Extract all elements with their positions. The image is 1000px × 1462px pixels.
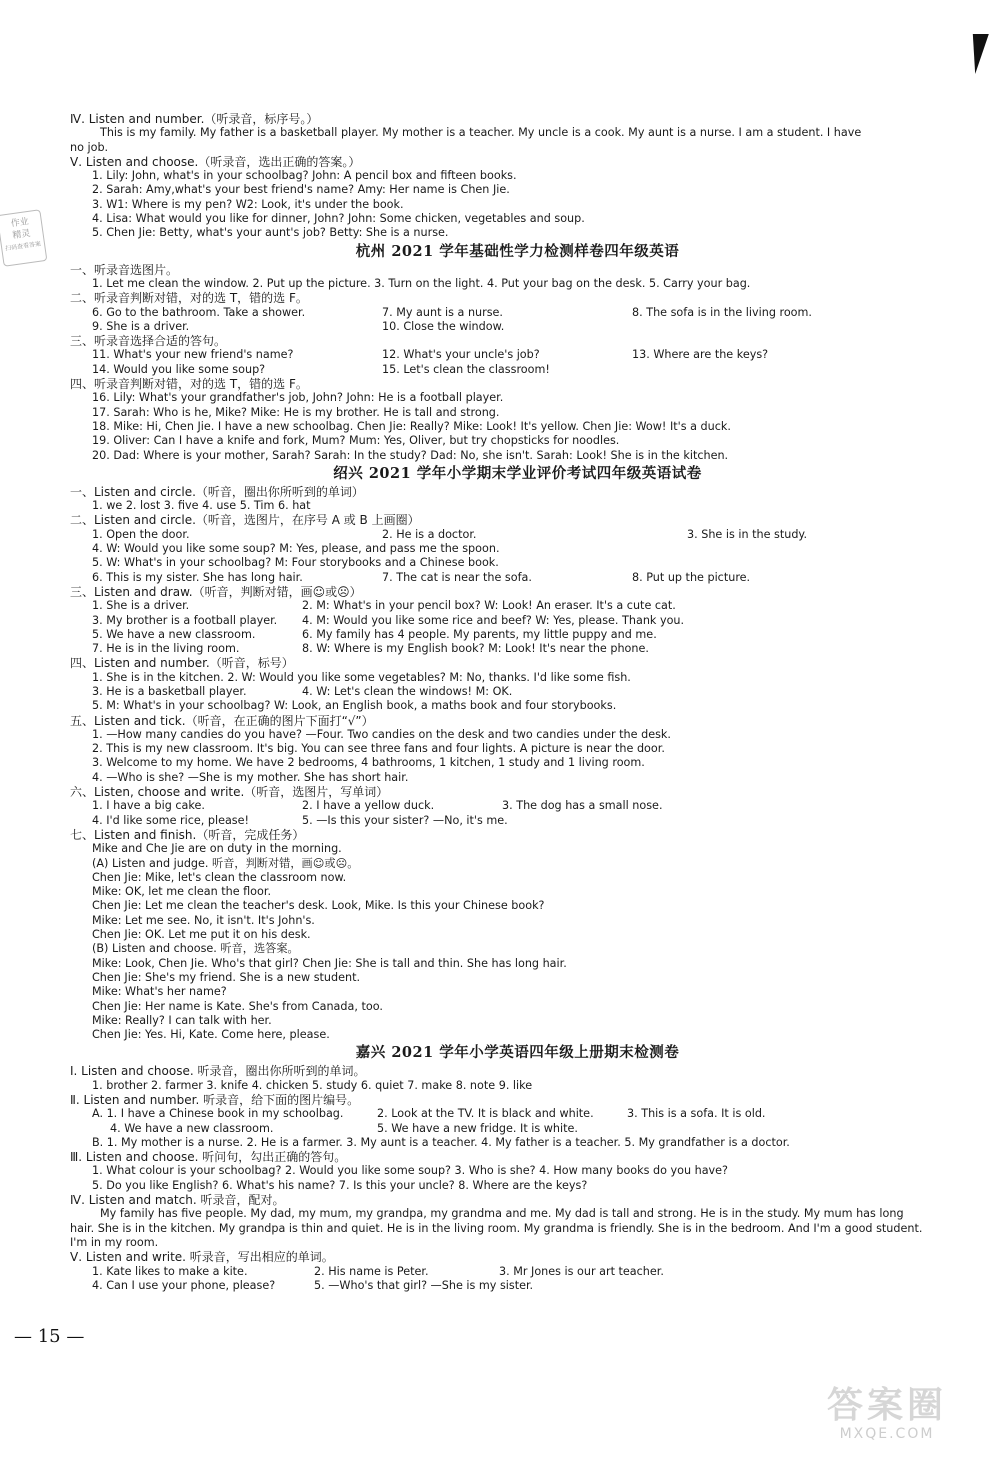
list-item: 16. Lily: What's your grandfather's job, John? John: He is a football player. — [92, 391, 504, 405]
dialogue-line: (B) Listen and choose. 听音，选答案。 — [92, 942, 299, 956]
list-item: 2. Sarah: Amy,what's your best friend's name? Amy: Her name is Chen Jie. — [92, 183, 510, 197]
section-heading: 二、听录音判断对错，对的选 T，错的选 F。 — [70, 291, 308, 306]
dialogue-line: Mike and Che Jie are on duty in the morning. — [92, 842, 342, 856]
list-item: 3. Welcome to my home. We have 2 bedrooms, 4 bathrooms, 1 kitchen, 1 study and 1 living room. — [92, 756, 645, 770]
list-row: 6. This is my sister. She has long hair. 7. The cat is near the sofa. 8. Put up the picture. — [92, 570, 751, 584]
list-item: 1. She is in the kitchen. 2. W: Would you like some vegetables? M: No, thanks. I'd like some fish. — [92, 670, 631, 684]
dialogue-line: Chen Jie: Yes. Hi, Kate. Come here, please. — [92, 1028, 330, 1042]
list-item: 5. W: What's in your schoolbag? M: Four storybooks and a Chinese book. — [92, 556, 499, 570]
list-item: 1. Lily: John, what's in your schoolbag? John: A pencil box and fifteen books. — [92, 169, 517, 183]
section-heading: 一、Listen and circle.（听音，圈出你所听到的单词） — [70, 484, 364, 499]
section-heading: 三、听录音选择合适的答句。 — [70, 334, 227, 349]
list-item: 4. Lisa: What would you like for dinner, John? John: Some chicken, vegetables and soup. — [92, 212, 585, 226]
page-content — [70, 112, 925, 1293]
list-item: 1. Let me clean the window. 2. Put up the picture. 3. Turn on the light. 4. Put your bag on the desk. 5. Carry your bag. — [92, 276, 751, 290]
list-row: 1. I have a big cake. 2. I have a yellow duck. 3. The dog has a small nose. — [92, 799, 663, 813]
qr-stamp: 作业 精灵 扫码查看答案 — [0, 209, 47, 267]
dialogue-line: Mike: Really? I can talk with her. — [92, 1013, 272, 1027]
exam-title-shaoxing: 绍兴 2021 学年小学期末学业评价考试四年级英语试卷 — [333, 464, 702, 482]
list-row: 3. He is a basketball player. 4. W: Let's clean the windows! M: OK. — [92, 684, 513, 698]
passage-text: no job. — [70, 140, 109, 154]
dialogue-line: Chen Jie: Mike, let's clean the classroom now. — [92, 870, 347, 884]
passage-text: My family has five people. My dad, my mum, my grandpa, my grandma and me. My dad is tall and strong. He is in the study. My mum has long hair. She is in the kitchen. My grandpa is thin and quiet. He is in the living room. My grandma is friendly. She is in the bedroom. And I'm a good student. I'm in my room. — [70, 1207, 923, 1249]
section-heading: 二、Listen and circle.（听音，选图片，在序号 A 或 B 上画圈） — [70, 513, 420, 528]
section-heading: Ⅴ. Listen and choose.（听录音，选出正确的答案。） — [70, 154, 361, 169]
list-row: 9. She is a driver. 10. Close the window. — [92, 319, 505, 333]
list-item: 4. W: Would you like some soup? M: Yes, please, and pass me the spoon. — [92, 542, 500, 556]
dialogue-line: Chen Jie: Let me clean the teacher's desk. Look, Mike. Is this your Chinese book? — [92, 899, 545, 913]
section-heading: 六、Listen, choose and write.（听音，选图片，写单词） — [70, 785, 389, 800]
section-heading: 一、听录音选图片。 — [70, 262, 179, 277]
section-heading: 四、听录音判断对错，对的选 T，错的选 F。 — [70, 377, 308, 392]
list-item: 3. W1: Where is my pen? W2: Look, it's under the book. — [92, 197, 404, 211]
list-row: 11. What's your new friend's name? 12. What's your uncle's job? 13. Where are the keys? — [92, 348, 769, 362]
list-item: 1. —How many candies do you have? —Four. Two candies on the desk and two candies under the desk. — [92, 727, 671, 741]
section-heading: Ⅳ. Listen and number.（听录音，标序号。） — [70, 112, 319, 126]
section-heading: Ⅰ. Listen and choose. 听录音，圈出你所听到的单词。 — [70, 1064, 366, 1079]
list-item: 19. Oliver: Can I have a knife and fork, Mum? Mum: Yes, Oliver, but try chopsticks for noodles. — [92, 434, 620, 448]
section-heading: 五、Listen and tick.（听音，在正确的图片下面打“√”） — [70, 713, 374, 728]
list-item: 4. —Who is she? —She is my mother. She has short hair. — [92, 770, 409, 784]
dialogue-line: Mike: OK, let me clean the floor. — [92, 885, 271, 899]
list-item: B. 1. My mother is a nurse. 2. He is a farmer. 3. My aunt is a teacher. 4. My father is a teacher. 5. My grandfather is a doctor. — [92, 1135, 790, 1149]
dialogue-line: Mike: Look, Chen Jie. Who's that girl? Chen Jie: She is tall and thin. She has long hair. — [92, 956, 567, 970]
list-row: 3. My brother is a football player. 4. M: Would you like some rice and beef? W: Yes, please. Thank you. — [92, 613, 685, 627]
exam-title-hangzhou: 杭州 2021 学年基础性学力检测样卷四年级英语 — [355, 242, 680, 260]
section-heading: Ⅲ. Listen and choose. 听问句，勾出正确的答句。 — [70, 1150, 347, 1165]
list-row: A. 1. I have a Chinese book in my schoolbag. 2. Look at the TV. It is black and white. 3. This is a sofa. It is old. — [92, 1107, 766, 1121]
list-item: 5. Chen Jie: Betty, what's your aunt's job? Betty: She is a nurse. — [92, 226, 449, 240]
list-row: 4. Can I use your phone, please? 5. —Who's that girl? —She is my sister. — [92, 1278, 534, 1292]
dialogue-line: Mike: What's her name? — [92, 985, 227, 999]
section-heading: 七、Listen and finish.（听音，完成任务） — [70, 827, 305, 842]
list-item: 1. What colour is your schoolbag? 2. Would you like some soup? 3. Who is she? 4. How many books do you have? — [92, 1164, 728, 1178]
list-row: 4. We have a new classroom. 5. We have a new fridge. It is white. — [110, 1121, 578, 1135]
exam-title-jiaxing: 嘉兴 2021 学年小学英语四年级上册期末检测卷 — [355, 1044, 680, 1062]
list-item: 20. Dad: Where is your mother, Sarah? Sarah: In the study? Dad: No, she isn't. Sarah: Look! She is in the kitchen. — [92, 448, 729, 462]
list-item: 5. Do you like English? 6. What's his name? 7. Is this your uncle? 8. Where are the keys? — [92, 1178, 588, 1192]
list-row: 5. We have a new classroom. 6. My family has 4 people. My parents, my little puppy and me. — [92, 627, 657, 641]
list-row: 7. He is in the living room. 8. W: Where is my English book? M: Look! It's near the phone. — [92, 642, 649, 656]
list-item: 1. we 2. lost 3. five 4. use 5. Tim 6. hat — [92, 499, 311, 513]
watermark-logo: 答案圈 MXQE.COM — [826, 1385, 947, 1442]
page-number: — 15 — — [14, 1326, 85, 1347]
section-heading: 三、Listen and draw.（听音，判断对错，画☺或☹） — [70, 584, 362, 599]
dialogue-line: Chen Jie: She's my friend. She is a new student. — [92, 970, 361, 984]
list-row: 1. Open the door. 2. He is a doctor. 3. She is in the study. — [92, 527, 808, 541]
list-row: 4. I'd like some rice, please! 5. —Is this your sister? —No, it's me. — [92, 813, 508, 827]
section-heading: Ⅱ. Listen and number. 听录音，给下面的图片编号。 — [70, 1093, 360, 1107]
list-item: 5. M: What's in your schoolbag? W: Look, an English book, a maths book and four storybooks. — [92, 699, 617, 713]
list-row: 1. She is a driver. 2. M: What's in your pencil box? W: Look! An eraser. It's a cute cat. — [92, 599, 676, 613]
section-heading: Ⅴ. Listen and write. 听录音，写出相应的单词。 — [70, 1250, 334, 1265]
dialogue-line: (A) Listen and judge. 听音，判断对错，画☺或☹。 — [92, 856, 359, 870]
list-item: 2. This is my new classroom. It's big. You can see three fans and four lights. A picture is near the door. — [92, 742, 665, 756]
section-heading: 四、Listen and number.（听音，标号） — [70, 656, 294, 671]
list-item: 1. brother 2. farmer 3. knife 4. chicken 5. study 6. quiet 7. make 8. note 9. like — [92, 1078, 533, 1092]
passage-text: This is my family. My father is a basketball player. My mother is a teacher. My uncle is a cook. My aunt is a nurse. I am a student. I have — [100, 126, 862, 140]
dialogue-line: Chen Jie: OK. Let me put it on his desk. — [92, 928, 311, 942]
corner-mark — [967, 34, 989, 74]
list-item: 18. Mike: Hi, Chen Jie. I have a new schoolbag. Chen Jie: Really? Mike: Look! It's yellow. Chen Jie: Wow! It's a duck. — [92, 419, 731, 433]
list-item: 17. Sarah: Who is he, Mike? Mike: He is my brother. He is tall and strong. — [92, 405, 500, 419]
dialogue-line: Chen Jie: Her name is Kate. She's from Canada, too. — [92, 999, 383, 1013]
section-heading: Ⅳ. Listen and match. 听录音，配对。 — [70, 1193, 285, 1208]
list-row: 14. Would you like some soup? 15. Let's clean the classroom! — [92, 362, 550, 376]
list-row: 1. Kate likes to make a kite. 2. His name is Peter. 3. Mr Jones is our art teacher. — [92, 1264, 664, 1278]
dialogue-line: Mike: Let me see. No, it isn't. It's John's. — [92, 913, 315, 927]
list-row: 6. Go to the bathroom. Take a shower. 7. My aunt is a nurse. 8. The sofa is in the living room. — [92, 305, 812, 319]
